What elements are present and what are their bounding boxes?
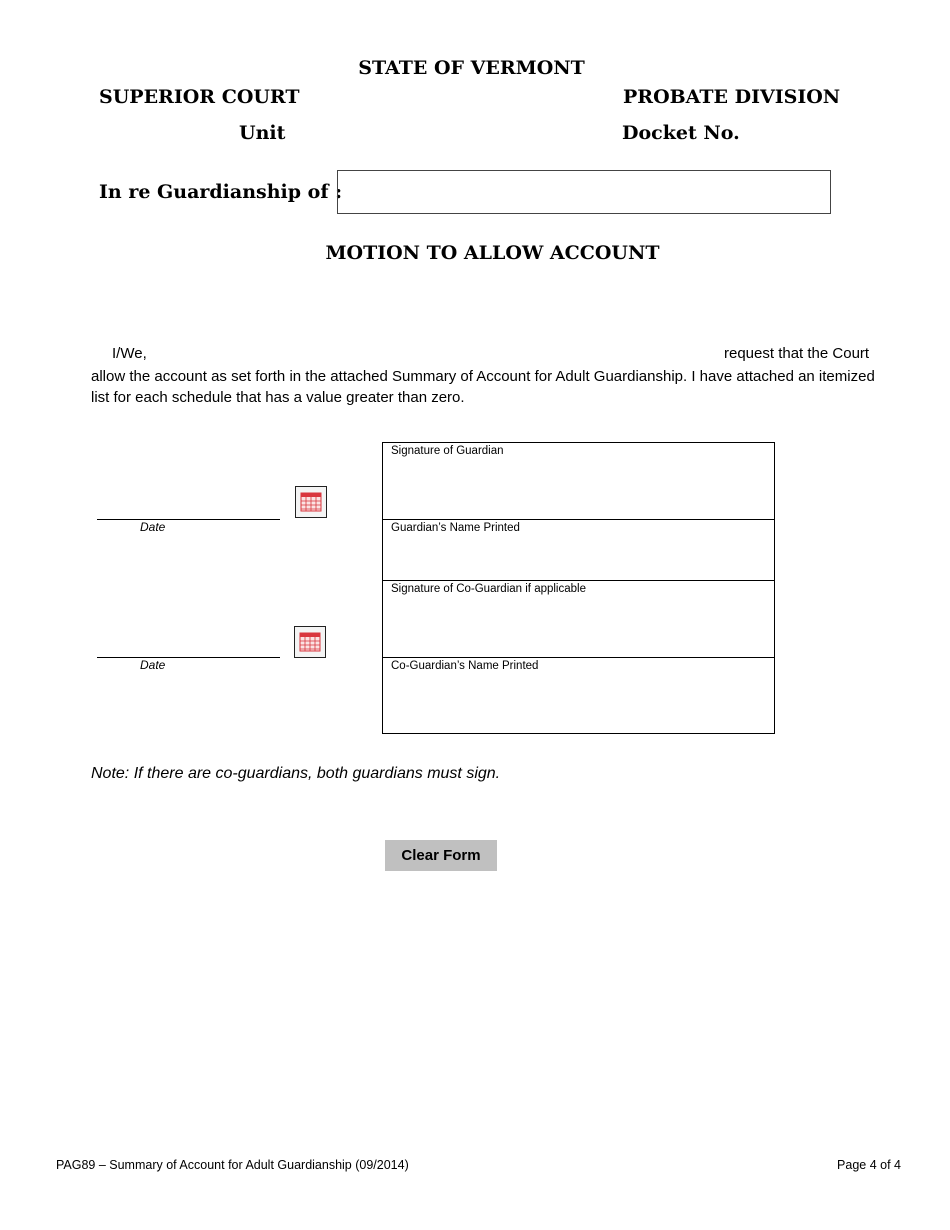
guardian-name-field[interactable]	[383, 520, 774, 581]
guardian-name-label: Guardian’s Name Printed	[391, 522, 520, 534]
in-re-label: In re Guardianship of :	[99, 181, 343, 203]
coguardian-signature-field[interactable]	[383, 581, 774, 658]
iwe-name-field[interactable]	[160, 342, 715, 364]
division-name: PROBATE DIVISION	[623, 86, 841, 108]
coguardian-name-field[interactable]	[383, 658, 774, 733]
request-text: request that the Court	[724, 345, 870, 362]
date-label-1: Date	[140, 520, 166, 534]
guardian-signature-label: Signature of Guardian	[391, 445, 504, 457]
coguardian-name-label: Co-Guardian’s Name Printed	[391, 660, 539, 672]
in-re-guardianship-field[interactable]	[337, 170, 831, 214]
court-name: SUPERIOR COURT	[99, 86, 300, 108]
state-title: STATE OF VERMONT	[358, 57, 585, 79]
footer-page-number: Page 4 of 4	[837, 1158, 901, 1172]
calendar-button-2[interactable]	[294, 626, 326, 658]
date-field-2[interactable]	[97, 628, 280, 656]
calendar-button-1[interactable]	[295, 486, 327, 518]
date-field-1[interactable]	[97, 490, 280, 518]
clear-form-button[interactable]: Clear Form	[385, 840, 497, 871]
docket-label: Docket No.	[622, 122, 740, 144]
footer-form-id: PAG89 – Summary of Account for Adult Guardianship (09/2014)	[56, 1158, 409, 1172]
signature-table	[382, 442, 775, 734]
page-title: MOTION TO ALLOW ACCOUNT	[325, 242, 660, 264]
co-guardian-note: Note: If there are co-guardians, both guardians must sign.	[91, 765, 501, 782]
calendar-icon	[300, 491, 322, 513]
date-line-2	[97, 657, 280, 658]
unit-label: Unit	[239, 122, 286, 144]
motion-paragraph: allow the account as set forth in the attached Summary of Account for Adult Guardianship. I have attached an itemized list for each schedule that has a value greater than zero.	[91, 368, 875, 406]
date-line-1	[97, 519, 280, 520]
guardian-signature-field[interactable]	[383, 443, 774, 520]
coguardian-signature-label: Signature of Co-Guardian if applicable	[391, 583, 586, 595]
date-label-2: Date	[140, 658, 166, 672]
iwe-label: I/We,	[112, 345, 147, 362]
calendar-icon	[299, 631, 321, 653]
